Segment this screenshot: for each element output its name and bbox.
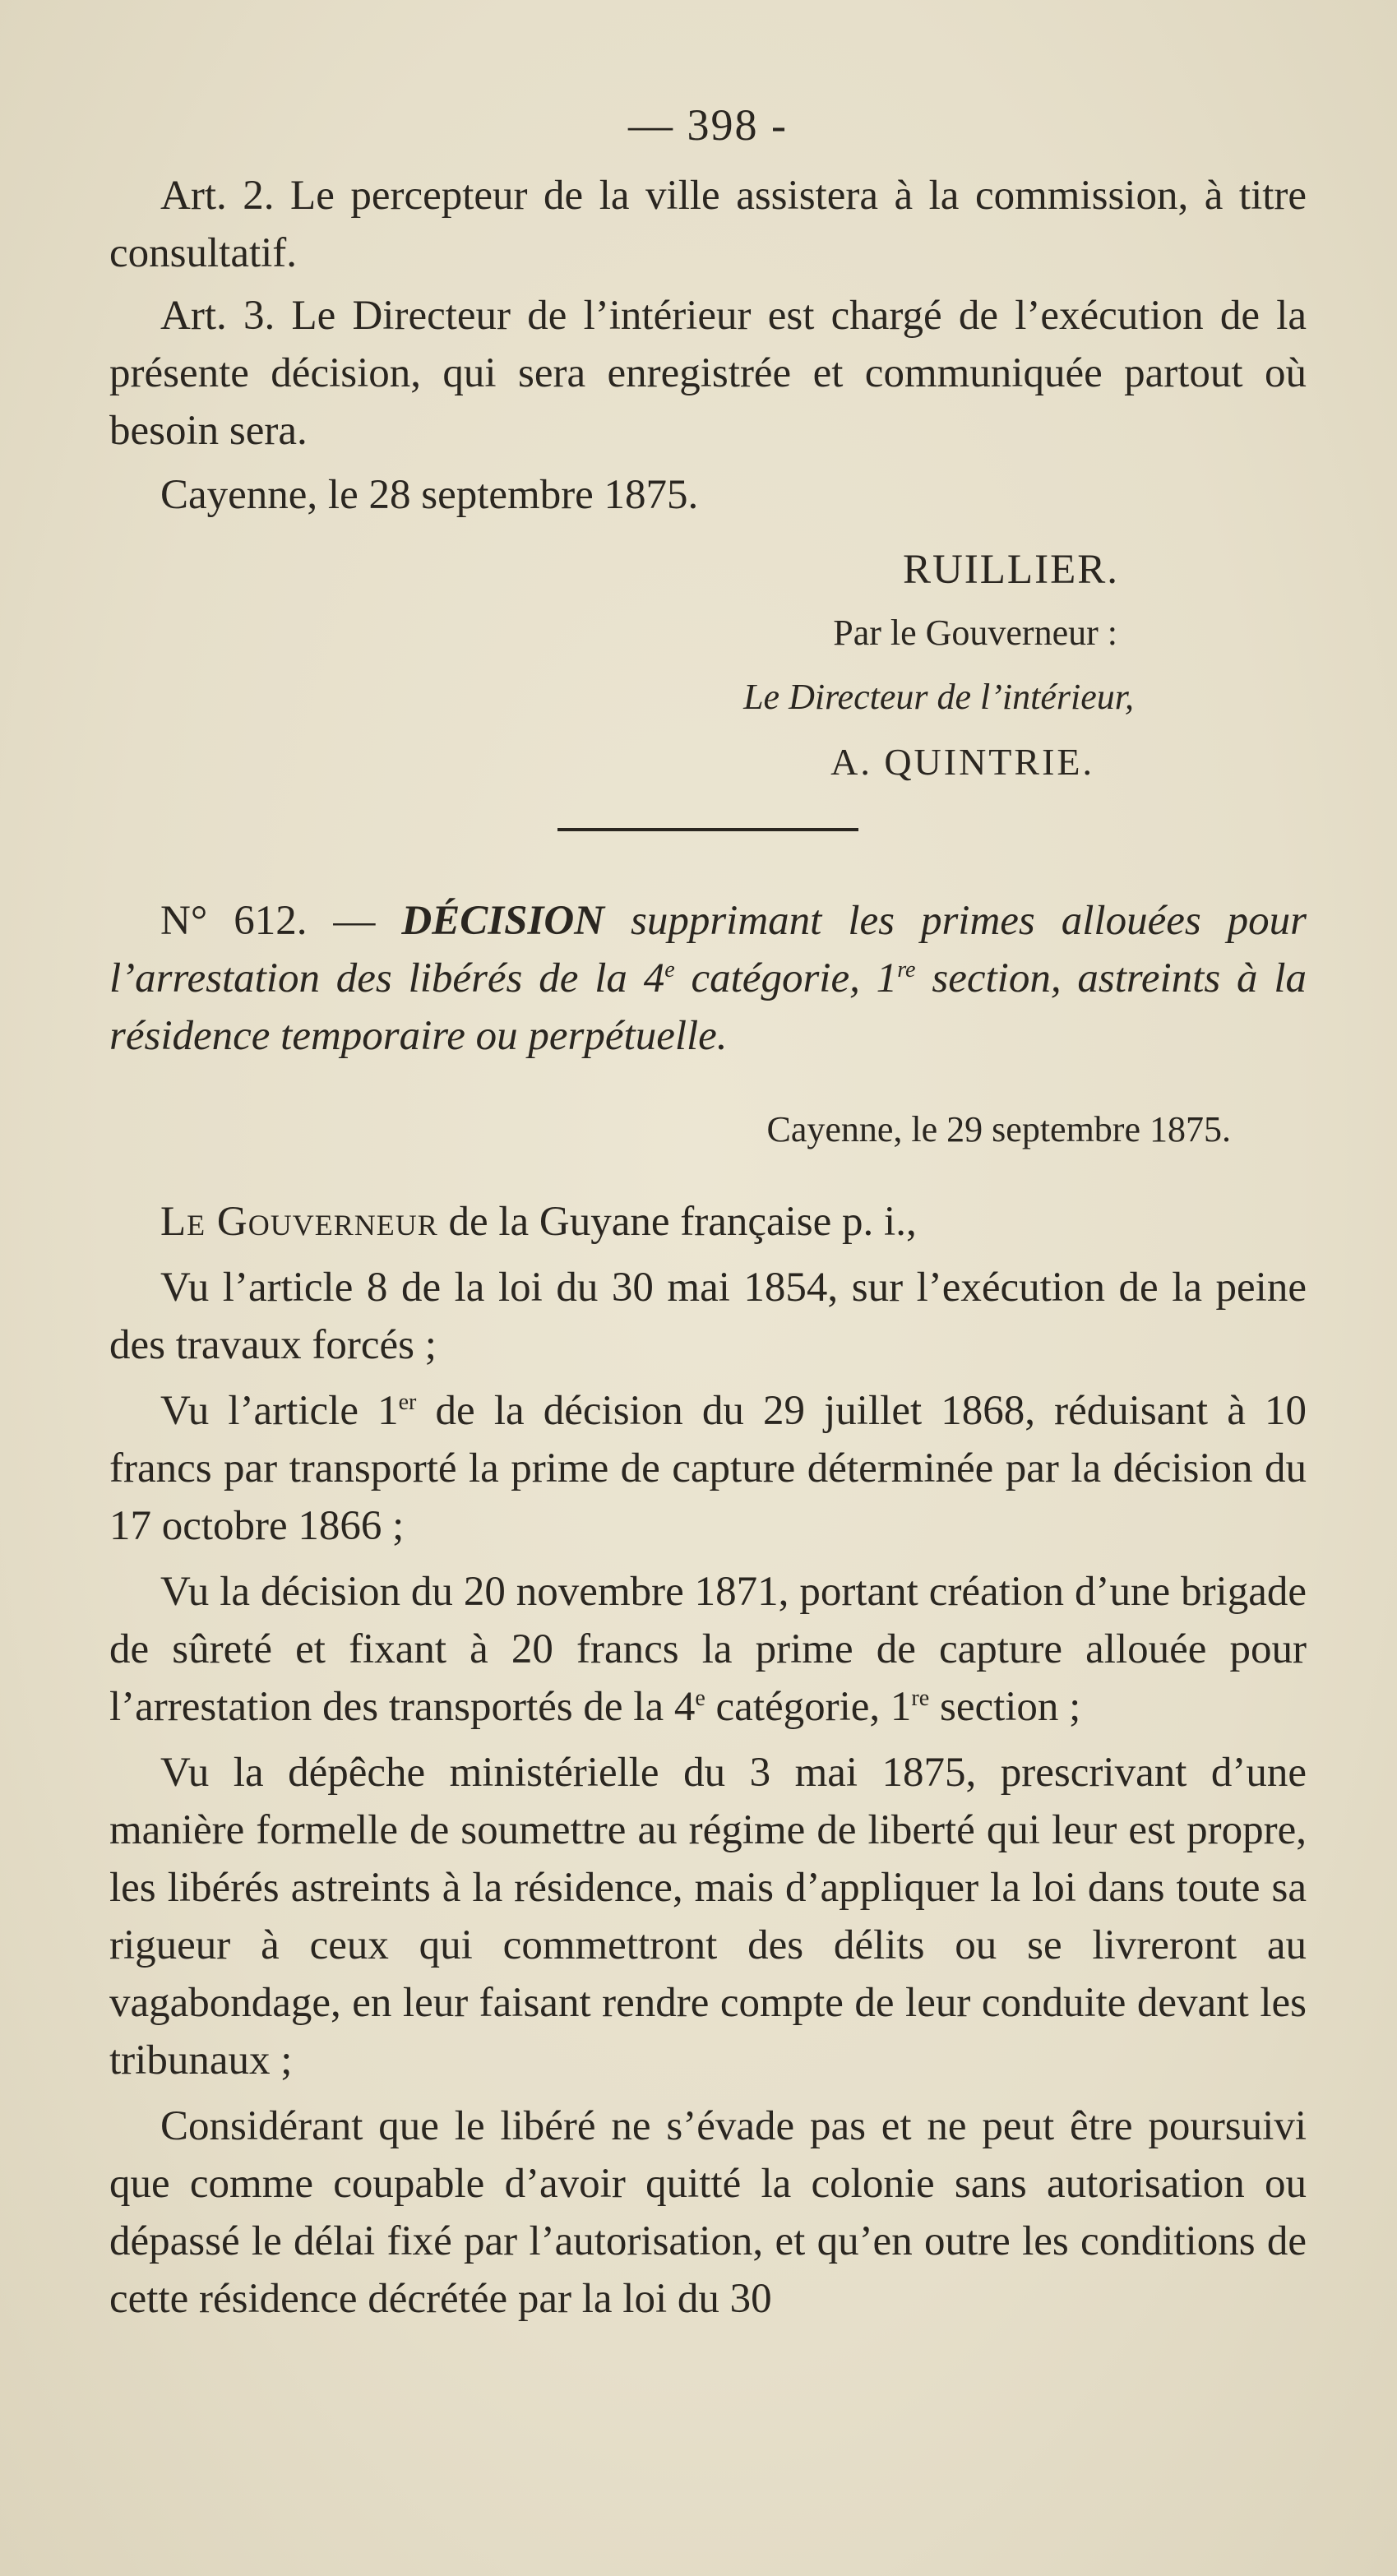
signature-name: RUILLIER. (902, 546, 1119, 593)
considerants (109, 1259, 1307, 2328)
vu2-sup: er (398, 1389, 417, 1415)
decision-title-part-3: section, astreints à la résidence temporaire ou perpétuelle. (109, 955, 1307, 1059)
vu-paragraph-2 (109, 1382, 1307, 1555)
vu-paragraph-1: Vu l’article 8 de la loi du 30 mai 1854, sur l’exécution de la peine des travaux forcés ; (109, 1264, 1307, 1368)
place-date-2: Cayenne, le 29 septembre 1875. (766, 1108, 1231, 1149)
section-divider (557, 828, 858, 831)
article-2 (109, 167, 1307, 282)
vu-paragraph-4: Vu la dépêche ministérielle du 3 mai 1875, prescrivant d’une manière formelle de soumettre au régime de liberté qui leur est propre, les libérés astreints à la résidence, mais d’appliquer la loi dans toute sa rigueur à ceux qui commettront des délits ou se livreront au vagabondage, en leur faisant rendre compte de leur conduite devant les tribunaux ; (109, 1749, 1307, 2083)
vu3-sup-1: e (695, 1685, 705, 1711)
article-2-label: Art. 2. (160, 172, 275, 219)
page-number: — 398 - (628, 100, 788, 150)
decision-sup-1: e (664, 956, 675, 983)
decision-number: N° 612. — (160, 897, 376, 944)
governor-rest: de la Guyane française p. i., (448, 1198, 917, 1245)
considerant-paragraph: Considérant que le libéré ne s’évade pas et ne peut être poursuivi que comme coupable d’avoir quitté la colonie sans autorisation ou dépassé le délai fixé par l’autorisation, et qu’en outre les conditions de cette résidence décrétée par la loi du 30 (109, 2102, 1307, 2322)
vu2-part-a: Vu l’article 1 (160, 1387, 399, 1434)
decision-title-part-1: supprimant les primes allouées pour l’arrestation des libérés de la 4 (109, 897, 1307, 1001)
article-3-label: Art. 3. (160, 292, 275, 339)
decision-sup-2: re (897, 956, 916, 983)
article-3-text: Le Directeur de l’intérieur est chargé de l’exécution de la présente décision, qui sera enregistrée et communiquée partout où besoin sera. (109, 292, 1307, 454)
article-2-text: Le percepteur de la ville assistera à la commission, à titre consultatif. (109, 172, 1307, 276)
vu3-part-a: Vu la décision du 20 novembre 1871, portant création d’une brigade de sûreté et fixant à 20 francs la prime de capture allouée pour l’arrestation des transportés de la 4 (109, 1568, 1307, 1730)
place-date-1: Cayenne, le 28 septembre 1875. (160, 471, 699, 518)
vu3-sup-2: re (911, 1685, 930, 1711)
decision-title-word: DÉCISION (401, 897, 604, 944)
decision-heading (109, 892, 1307, 1065)
signature-role: Le Directeur de l’intérieur, (743, 676, 1134, 717)
governor-title: Le Gouverneur (160, 1198, 438, 1245)
vu3-part-b: catégorie, 1 (715, 1683, 912, 1730)
signature-par: Par le Gouverneur : (833, 612, 1117, 653)
signature-signer: A. QUINTRIE. (830, 740, 1094, 783)
vu-paragraph-3 (109, 1563, 1307, 1736)
governor-line (109, 1193, 1307, 1251)
vu3-part-c: section ; (939, 1683, 1081, 1730)
decision-title-part-2: catégorie, 1 (691, 955, 898, 1001)
vu2-part-b: de la décision du 29 juillet 1868, réduisant à 10 francs par transporté la prime de capture déterminée par la décision du 17 octobre 1866 ; (109, 1387, 1307, 1549)
article-3 (109, 287, 1307, 460)
